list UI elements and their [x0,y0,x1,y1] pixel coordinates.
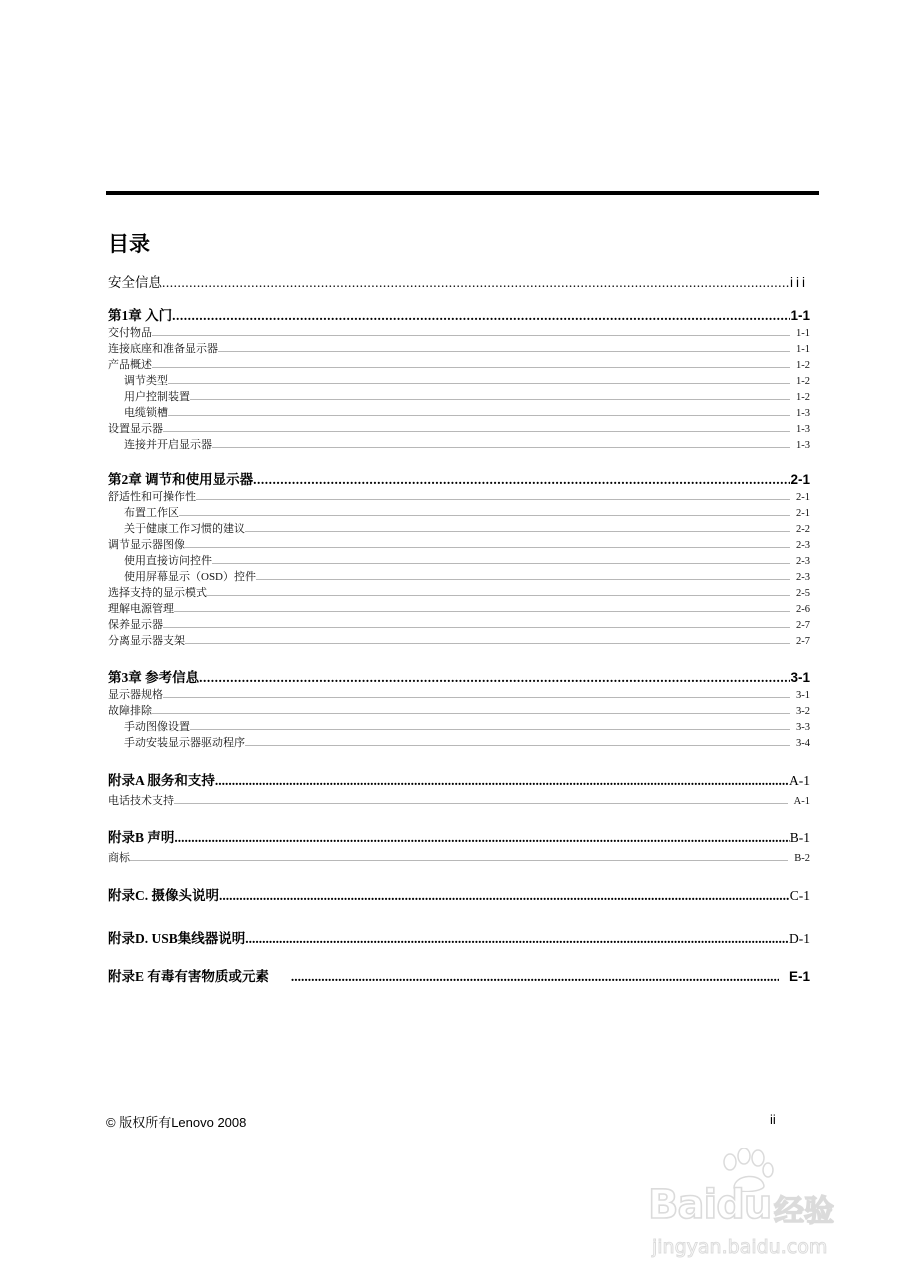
toc-page: 2-7 [796,636,810,647]
toc-label: 使用直接访问控件 [124,555,212,567]
dot-leader [162,275,790,291]
toc-page: A-1 [789,773,810,788]
toc-label: 布置工作区 [124,507,179,519]
dot-leader [163,621,790,630]
toc-subentry[interactable] [124,504,810,520]
toc-label: 产品概述 [108,359,152,371]
toc-entry[interactable] [108,686,810,702]
toc-subentry[interactable] [124,372,810,388]
toc-page: 1-3 [796,408,810,419]
toc-chapter-1[interactable] [108,304,810,324]
dot-leader [185,637,790,646]
dot-leader [196,493,790,502]
toc-page: 1-2 [796,360,810,371]
dot-leader [245,739,790,748]
toc-page: 2-1 [796,508,810,519]
toc-page: 2-6 [796,604,810,615]
toc-page: 1-2 [796,376,810,387]
toc-entry-safety[interactable] [108,271,808,291]
toc-subentry[interactable] [124,734,810,750]
dot-leader [212,441,790,450]
dot-leader [174,797,788,806]
toc-label: 电话技术支持 [108,795,174,807]
toc-page: 1-3 [796,440,810,451]
toc-entry[interactable] [108,324,810,340]
toc-entry[interactable] [108,616,810,632]
toc-page: 3-1 [790,670,810,685]
toc-label: 舒适性和可操作性 [108,491,196,503]
toc-page: 2-5 [796,588,810,599]
toc-label: 调节显示器图像 [108,539,185,551]
toc-subentry[interactable] [124,568,810,584]
toc-page: B-2 [794,853,810,864]
toc-label: 设置显示器 [108,423,163,435]
toc-label: 理解电源管理 [108,603,174,615]
toc-label: 选择支持的显示模式 [108,587,207,599]
dot-leader [174,830,789,846]
toc-label: 调节类型 [124,375,168,387]
toc-label: 关于健康工作习惯的建议 [124,523,245,535]
dot-leader [163,425,790,434]
toc-entry[interactable] [108,340,810,356]
toc-page: 2-7 [796,620,810,631]
dot-leader [168,377,790,386]
dot-leader [152,361,790,370]
toc-subentry[interactable] [124,552,810,568]
toc-label: 安全信息 [108,275,162,290]
dot-leader [212,557,790,566]
dot-leader [152,329,790,338]
toc-appendix-b[interactable] [108,826,810,846]
toc-entry[interactable] [108,792,810,808]
toc-appendix-d[interactable] [108,927,810,947]
toc-page: 3-3 [796,722,810,733]
toc-entry[interactable] [108,849,810,865]
dot-leader [253,472,790,488]
toc-page: 1-1 [796,344,810,355]
toc-label: 电缆锁槽 [124,407,168,419]
toc-appendix-a[interactable] [108,769,810,789]
toc-entry[interactable] [108,420,810,436]
toc-label: 保养显示器 [108,619,163,631]
toc-page: 3-2 [796,706,810,717]
watermark-brand-cn: 经验 [774,1194,834,1229]
dot-leader [185,541,790,550]
dot-leader [174,605,790,614]
page-title: 目录 [108,232,150,256]
toc-page: 1-3 [796,424,810,435]
dot-leader [152,707,790,716]
dot-leader [199,670,790,686]
dot-leader [190,723,790,732]
toc-label: 故障排除 [108,705,152,717]
toc-page: E-1 [788,969,810,984]
toc-entry[interactable] [108,356,810,372]
toc-label: 显示器规格 [108,689,163,701]
dot-leader [218,345,790,354]
toc-page: 2-1 [796,492,810,503]
toc-label: 第2章 调节和使用显示器 [108,472,254,487]
toc-label: 附录A 服务和支持 [108,773,215,788]
toc-label: 手动图像设置 [124,721,190,733]
toc-chapter-3[interactable] [108,666,810,686]
dot-leader [256,573,790,582]
toc-chapter-2[interactable] [108,468,810,488]
toc-page: 3-1 [796,690,810,701]
toc-page: 2-3 [796,556,810,567]
dot-leader [207,589,790,598]
toc-label: 使用屏幕显示（OSD）控件 [124,571,257,583]
dot-leader [168,409,790,418]
toc-page: A-1 [793,796,810,807]
toc-page: B-1 [789,830,810,845]
footer-page-number: ii [770,1112,776,1127]
toc-appendix-e[interactable] [108,965,810,985]
toc-page: 1-1 [796,328,810,339]
toc-entry[interactable] [108,632,810,648]
toc-label: 交付物品 [108,327,152,339]
watermark-url: jingyan.baidu.com [652,1236,828,1258]
dot-leader [245,525,790,534]
toc-label: 连接并开启显示器 [124,439,212,451]
toc-subentry[interactable] [124,404,810,420]
dot-leader [215,773,789,789]
toc-entry[interactable] [108,702,810,718]
baidu-watermark [638,1148,858,1268]
toc-label: 连接底座和准备显示器 [108,343,218,355]
toc-entry[interactable] [108,536,810,552]
toc-entry[interactable] [108,600,810,616]
dot-leader [130,854,788,863]
toc-subentry[interactable] [124,436,810,452]
toc-subentry[interactable] [124,388,810,404]
dot-leader [190,393,790,402]
toc-label: 手动安装显示器驱动程序 [124,737,245,749]
toc-entry[interactable] [108,488,810,504]
toc-label: 附录E 有毒有害物质或元素 [108,969,269,984]
watermark-brand: Baidu [648,1182,772,1228]
toc-page: 1-1 [790,308,810,323]
toc-page: 2-3 [796,540,810,551]
toc-label: 附录D. USB集线器说明 [108,931,246,946]
toc-subentry[interactable] [124,718,810,734]
footer-copyright: © 版权所有Lenovo 2008 [106,1115,247,1130]
toc-label: 附录C. 摄像头说明 [108,888,219,903]
dot-leader [219,888,790,904]
toc-appendix-c[interactable] [108,884,810,904]
dot-leader [291,969,779,985]
toc-label: 分离显示器支架 [108,635,185,647]
dot-leader [179,509,790,518]
toc-page: 2-3 [796,572,810,583]
toc-label: 第1章 入门 [108,308,173,323]
toc-entry[interactable] [108,584,810,600]
dot-leader [245,931,789,947]
toc-label: 第3章 参考信息 [108,670,200,685]
toc-label: 商标 [108,852,130,864]
toc-page: iii [790,275,808,290]
toc-page: C-1 [789,888,810,903]
dot-leader [172,308,790,324]
toc-page: 1-2 [796,392,810,403]
toc-page: D-1 [789,931,810,946]
toc-page: 2-2 [796,524,810,535]
toc-page: 3-4 [796,738,810,749]
toc-label: 附录B 声明 [108,830,175,845]
toc-page: 2-1 [790,472,810,487]
toc-subentry[interactable] [124,520,810,536]
dot-leader [163,691,790,700]
toc-label: 用户控制装置 [124,391,190,403]
